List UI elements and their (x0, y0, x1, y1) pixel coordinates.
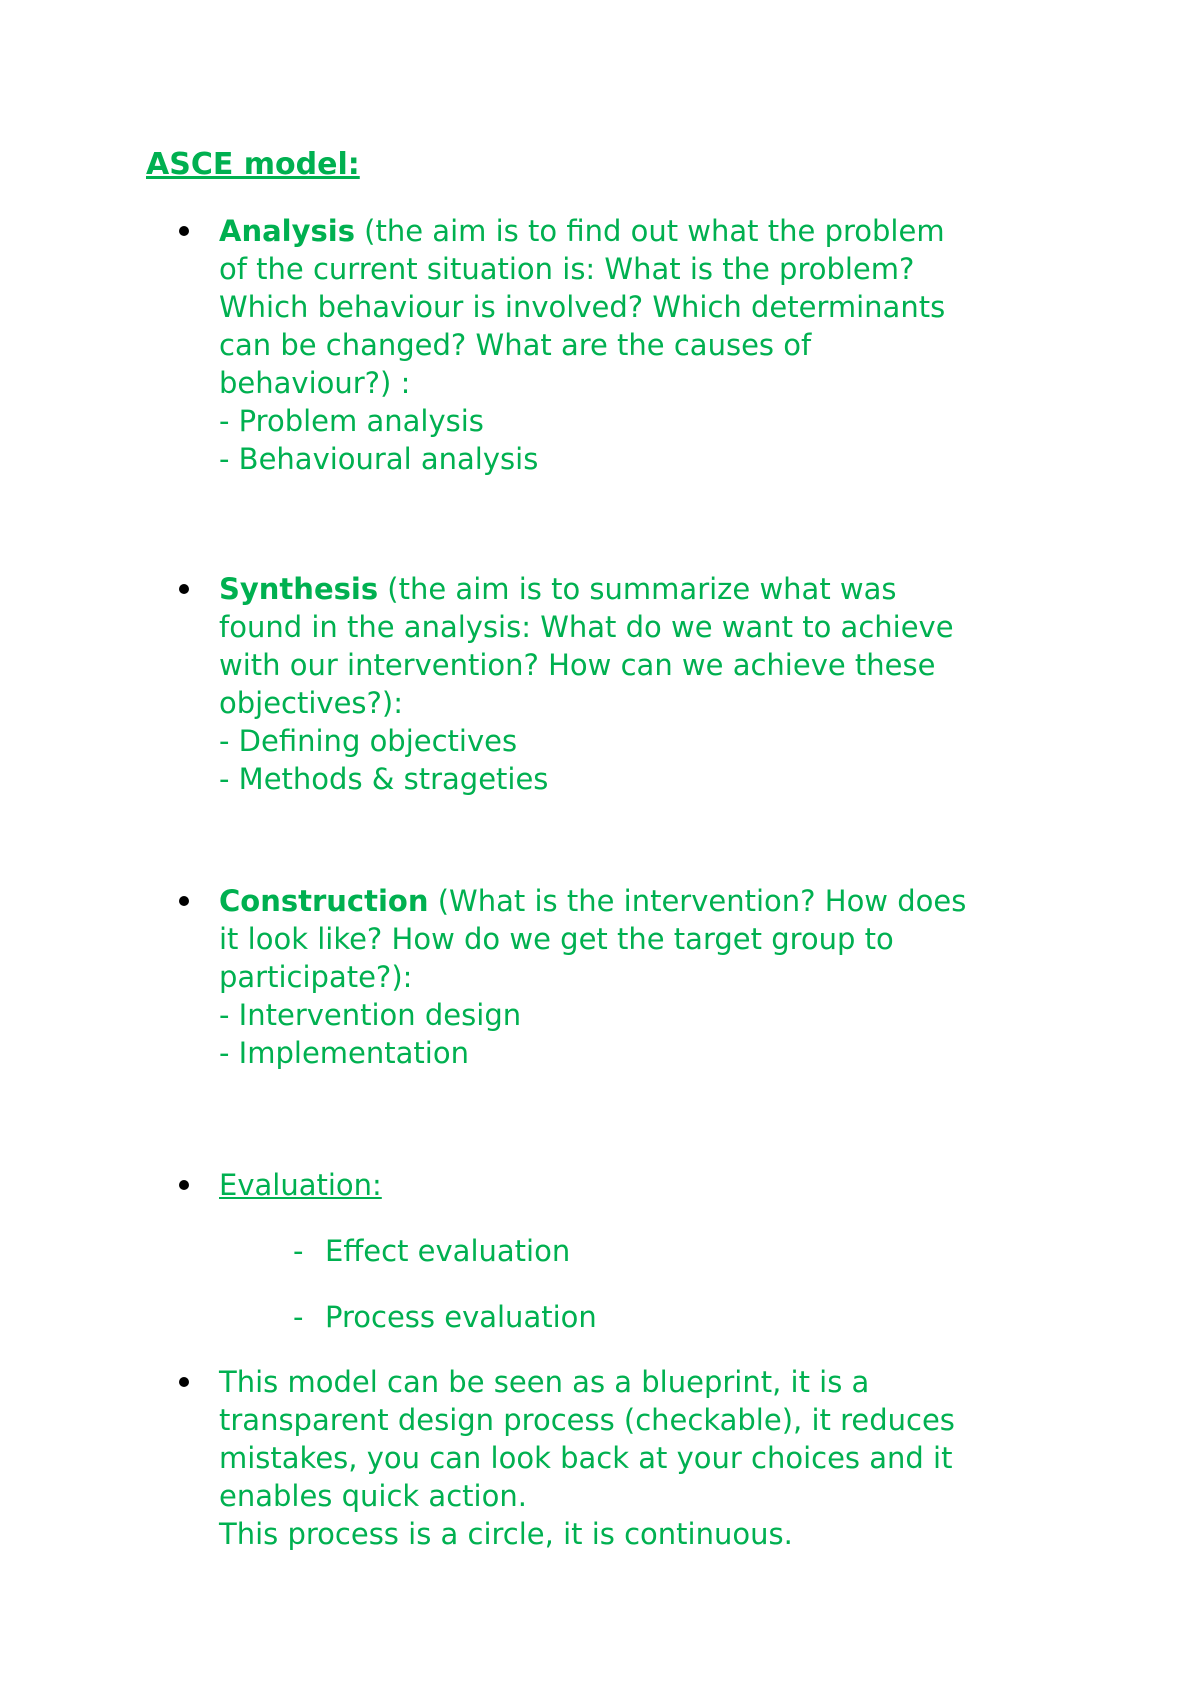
analysis-first-line (219, 212, 1079, 250)
construction-line: participate?): (219, 960, 413, 994)
conclusion-line: mistakes, you can look back at your choices and it (219, 1441, 953, 1475)
analysis-heading: Analysis (219, 214, 355, 248)
construction-first-line (219, 882, 1079, 920)
analysis-line: Which behaviour is involved? Which determinants (219, 290, 946, 324)
evaluation-sub-item-label: Process evaluation (325, 1300, 597, 1334)
construction-sub-item: - Intervention design (219, 998, 522, 1032)
conclusion-line: This process is a circle, it is continuous. (219, 1517, 793, 1551)
synthesis-heading: Synthesis (219, 572, 379, 606)
analysis-sub-item: - Behavioural analysis (219, 442, 539, 476)
construction-line: it look like? How do we get the target group to (219, 922, 894, 956)
list-item-analysis (219, 212, 1079, 478)
bullet-icon (179, 1377, 189, 1387)
synthesis-line: (the aim is to summarize what was (378, 572, 897, 606)
analysis-line: behaviour?) : (219, 366, 411, 400)
synthesis-sub-item: - Defining objectives (219, 724, 518, 758)
list-item-evaluation (219, 1166, 1079, 1204)
synthesis-line: objectives?): (219, 686, 404, 720)
bullet-icon (179, 896, 189, 906)
construction-line: (What is the intervention? How does (428, 884, 967, 918)
list-item-construction (219, 882, 1079, 1072)
list-item-synthesis (219, 570, 1079, 798)
analysis-line: (the aim is to find out what the problem (354, 214, 945, 248)
evaluation-sub-item (293, 1232, 570, 1270)
conclusion-line: enables quick action. (219, 1479, 527, 1513)
evaluation-heading: Evaluation: (219, 1168, 382, 1202)
synthesis-line: with our intervention? How can we achieve these (219, 648, 936, 682)
analysis-line: of the current situation is: What is the problem? (219, 252, 915, 286)
analysis-sub-item: - Problem analysis (219, 404, 484, 438)
synthesis-first-line (219, 570, 1079, 608)
conclusion-line: This model can be seen as a blueprint, it is a (219, 1365, 870, 1399)
dash-marker: - (293, 1234, 304, 1268)
conclusion-line: transparent design process (checkable), it reduces (219, 1403, 955, 1437)
synthesis-sub-item: - Methods & strageties (219, 762, 549, 796)
analysis-line: can be changed? What are the causes of (219, 328, 812, 362)
list-item-conclusion (219, 1363, 1079, 1553)
construction-sub-item: - Implementation (219, 1036, 469, 1070)
evaluation-sub-item (293, 1298, 597, 1336)
synthesis-line: found in the analysis: What do we want to achieve (219, 610, 954, 644)
dash-marker: - (293, 1300, 304, 1334)
bullet-icon (179, 1180, 189, 1190)
bullet-icon (179, 226, 189, 236)
bullet-icon (179, 584, 189, 594)
document-title: ASCE model: (146, 147, 360, 182)
construction-heading: Construction (219, 884, 429, 918)
evaluation-sub-item-label: Effect evaluation (325, 1234, 571, 1268)
